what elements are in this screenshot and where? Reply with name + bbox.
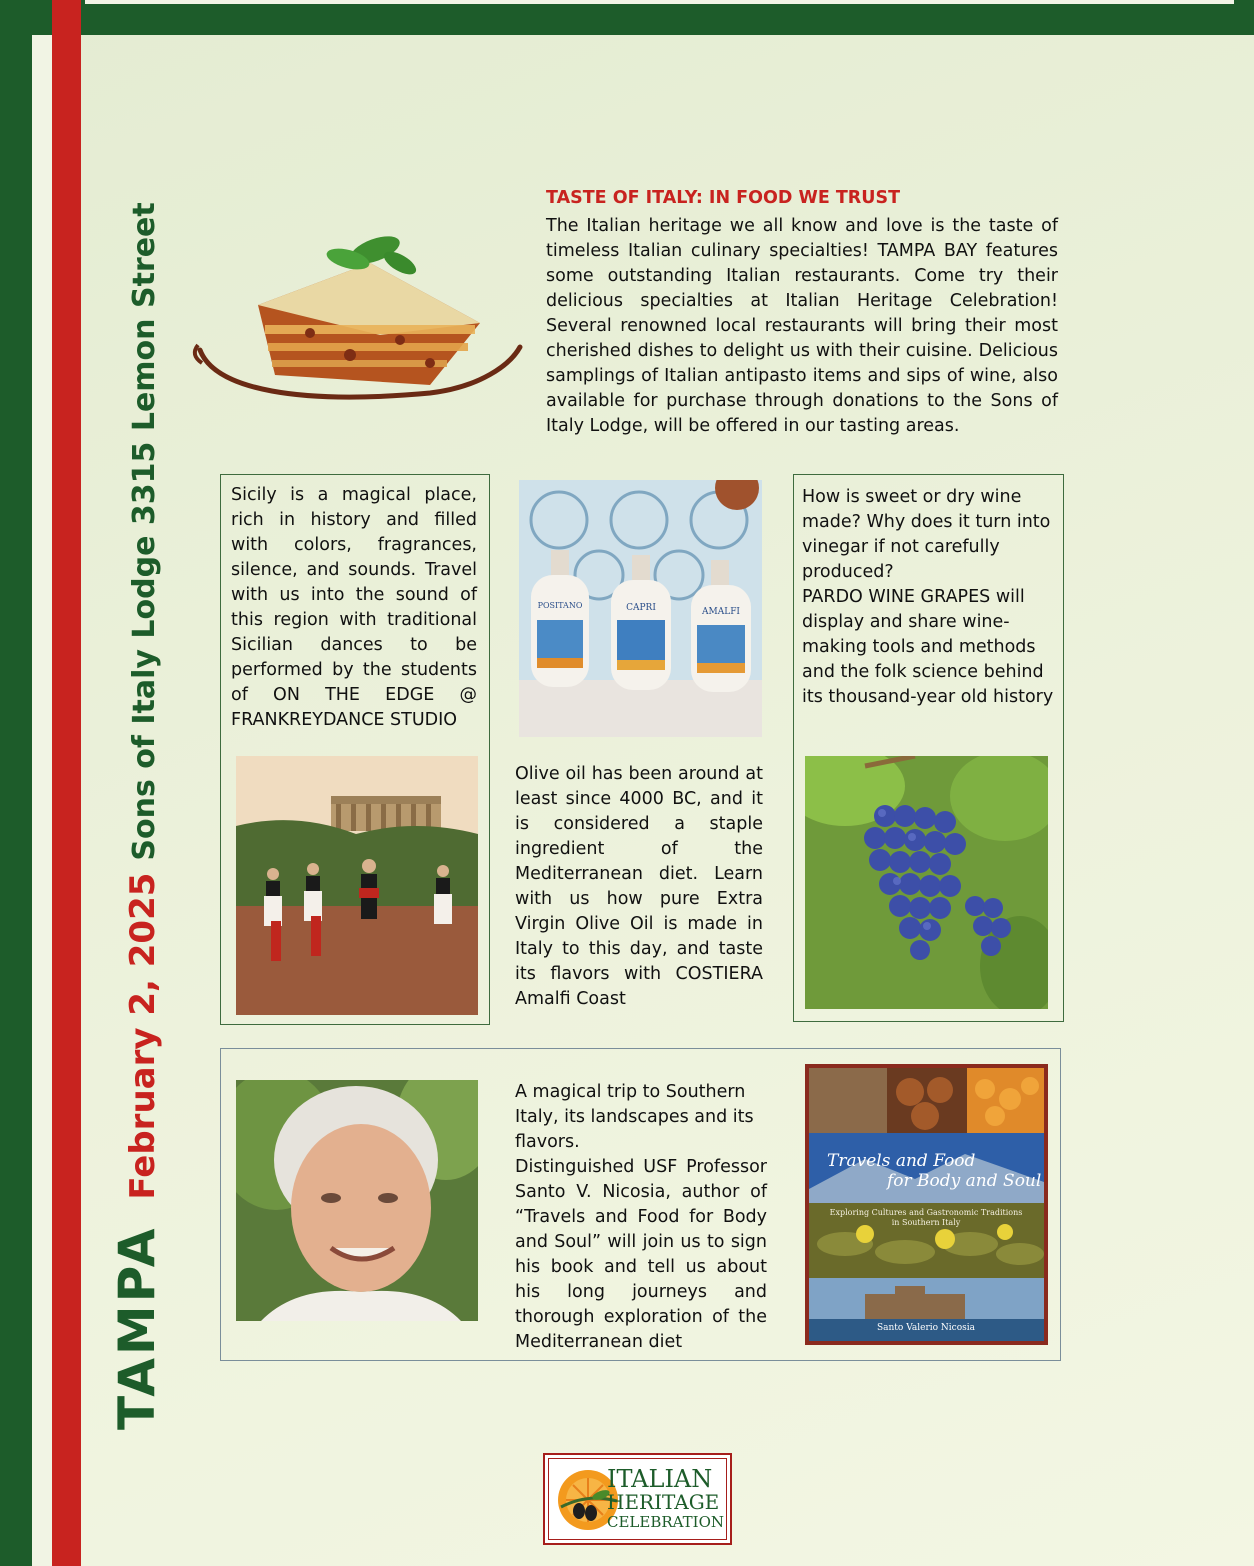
book-cover-image: [805, 1064, 1048, 1345]
logo-line2: HERITAGE: [607, 1490, 720, 1514]
sicilian-dancers-photo: [236, 756, 478, 1015]
sicily-text: Sicily is a magical place, rich in history and filled with colors, fragrances, silence, and sounds. Travel with us into the sound of this region with traditional Sicilian dances to be performed by the students of ON THE EDGE @ FRANKREYDANCE STUDIO: [231, 485, 477, 730]
orange-olive-icon: [553, 1465, 623, 1535]
event-date: February 2, 2025: [123, 872, 163, 1200]
logo-line3: CELEBRATION: [607, 1513, 725, 1531]
author-portrait-photo: [236, 1080, 478, 1321]
left-red-stripe: [52, 0, 81, 1566]
cover-title-line1: Travels and Food: [827, 1151, 976, 1171]
book-intro: A magical trip to Southern Italy, its landscapes and its flavors.: [515, 1082, 754, 1152]
intro-body: The Italian heritage we all know and love is the taste of timeless Italian culinary specialties! TAMPA BAY features some outstanding Italian restaurants. Come try their delicious specialties at Italian Heritage Celebration! Several renowned local restaurants will bring their most cherished dishes to delight us with their cuisine. Delicious samplings of Italian antipasto items and sips of wine, also available for purchase through donations to the Sons of Italy Lodge, will be offered in our tasting areas.: [546, 216, 1058, 436]
vertical-title: [108, 202, 166, 1430]
olive-oil-text: Olive oil has been around at least since 4000 BC, and it is considered a staple ingredient of the Mediterranean diet. Learn with us how pure Extra Virgin Olive Oil is made in Italy to this day, and taste its flavors with COSTIERA Amalfi Coast: [515, 764, 763, 1009]
bottle-label-3: AMALFI: [702, 607, 740, 617]
cover-author: Santo Valerio Nicosia: [876, 1323, 976, 1333]
left-white-stripe: [32, 35, 52, 1566]
wine-grapes-photo: [805, 756, 1048, 1009]
olive-oil-bottles-photo: [519, 480, 762, 737]
logo-line1: ITALIAN: [607, 1465, 713, 1493]
cover-subtitle-line1: Exploring Cultures and Gastronomic Traditions: [829, 1208, 1023, 1217]
cover-title-line2: for Body and Soul: [887, 1171, 1042, 1191]
wine-question: How is sweet or dry wine made? Why does it turn into vinegar if not carefully produced?: [802, 487, 1051, 582]
bottle-label-1: POSITANO: [537, 601, 583, 610]
italian-heritage-logo: [543, 1453, 732, 1545]
left-green-stripe: [0, 0, 32, 1566]
lasagna-photo: [180, 215, 525, 415]
intro-heading: TASTE OF ITALY: IN FOOD WE TRUST: [546, 188, 901, 208]
top-green-band: [0, 0, 1254, 35]
book-description: Distinguished USF Professor Santo V. Nicosia, author of “Travels and Food for Body and Soul” will join us to sign his book and tell us about his long journeys and thorough exploration of the Mediterranean diet: [515, 1157, 767, 1352]
wine-answer: PARDO WINE GRAPES will display and share wine-making tools and methods and the folk science behind its thousand-year old history: [802, 587, 1054, 707]
city-name: TAMPA: [108, 1225, 166, 1430]
bottle-label-2: CAPRI: [626, 603, 656, 613]
event-venue: Sons of Italy Lodge 3315 Lemon Street: [127, 202, 162, 861]
cover-subtitle-line2: in Southern Italy: [891, 1218, 961, 1227]
